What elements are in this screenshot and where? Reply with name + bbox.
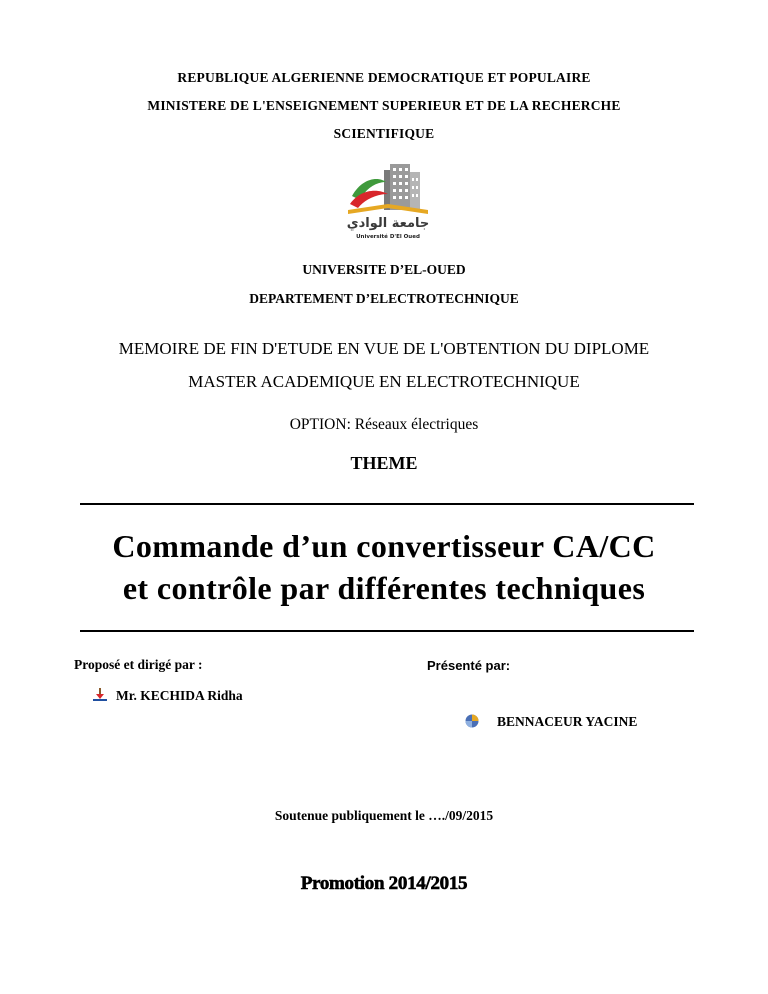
memoire-line2: MASTER ACADEMIQUE EN ELECTROTECHNIQUE (188, 372, 580, 391)
title-rule-top (80, 503, 694, 505)
thesis-title-line2: et contrôle par différentes techniques (122, 570, 646, 606)
department-name: DEPARTEMENT D’ELECTROTECHNIQUE (249, 291, 519, 306)
header-scientific: SCIENTIFIQUE (333, 126, 435, 141)
defense-date: Soutenue publiquement le …./09/2015 (274, 808, 494, 823)
option-text: OPTION: Réseaux électriques (289, 416, 479, 433)
presenter-label: Présenté par: (427, 658, 511, 673)
presenter-name: BENNACEUR YACINE (497, 714, 638, 729)
supervisor-name: Mr. KECHIDA Ridha (116, 688, 243, 703)
memoire-line1: MEMOIRE DE FIN D'ETUDE EN VUE DE L'OBTENTION DU DIPLOME (118, 339, 650, 358)
university-name: UNIVERSITE D’EL-OUED (302, 262, 466, 277)
thesis-title-line1: Commande d’un convertisseur CA/CC (112, 528, 656, 564)
arrow-bullet-icon (93, 688, 107, 702)
university-logo (340, 160, 436, 244)
globe-bullet-icon (465, 714, 479, 728)
theme-label: THEME (350, 453, 418, 473)
title-rule-bottom (80, 630, 694, 632)
logo-latin-text: Université D'El Oued (356, 234, 420, 240)
supervisor-label: Proposé et dirigé par : (74, 657, 203, 672)
logo-arabic-text: جامعة الوادي (346, 216, 430, 231)
promotion: Promotion 2014/2015 (300, 873, 468, 894)
header-ministry: MINISTERE DE L'ENSEIGNEMENT SUPERIEUR ET DE LA RECHERCHE (147, 98, 621, 113)
header-republic: REPUBLIQUE ALGERIENNE DEMOCRATIQUE ET POPULAIRE (177, 70, 591, 85)
